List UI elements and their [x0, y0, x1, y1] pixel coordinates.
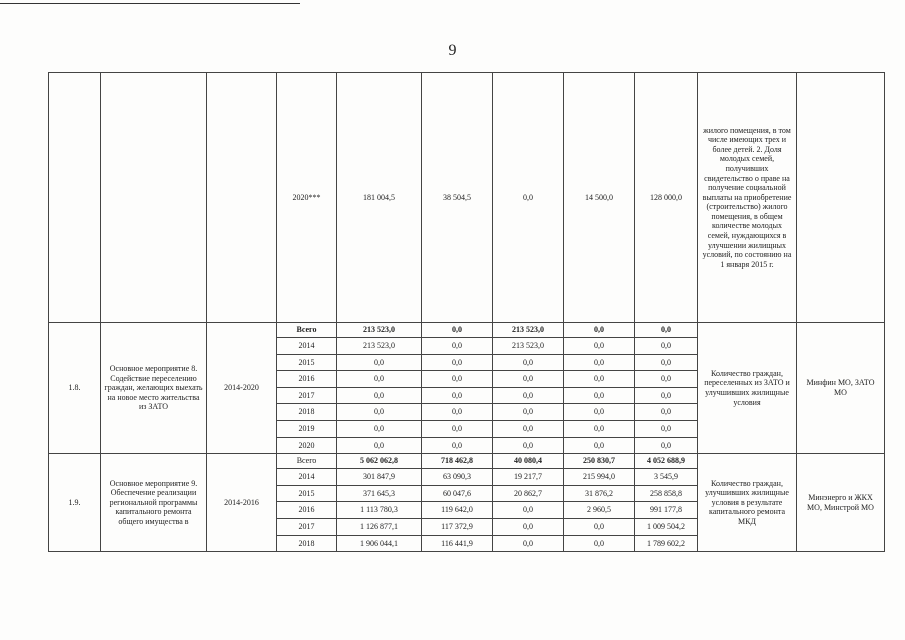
value-cell: 0,0 — [337, 354, 422, 371]
value-cell: 0,0 — [337, 404, 422, 421]
value-cell: 1 906 044,1 — [337, 535, 422, 552]
year-cell: 2018 — [277, 404, 337, 421]
row-code: 1.9. — [49, 454, 101, 552]
value-cell: 14 500,0 — [564, 73, 635, 323]
value-cell: 0,0 — [564, 404, 635, 421]
value-cell: 2 960,5 — [564, 502, 635, 519]
value-cell: 0,0 — [422, 404, 493, 421]
year-cell: 2020*** — [277, 73, 337, 323]
value-cell: 0,0 — [422, 354, 493, 371]
value-cell: 117 372,9 — [422, 518, 493, 535]
value-cell: 0,0 — [635, 437, 698, 454]
activity-period: 2014-2016 — [207, 454, 277, 552]
value-cell: 0,0 — [493, 437, 564, 454]
value-cell: 0,0 — [337, 387, 422, 404]
blank-executor-cell — [797, 73, 885, 323]
year-cell: 2018 — [277, 535, 337, 552]
value-cell: 301 847,9 — [337, 469, 422, 486]
value-cell: 3 545,9 — [635, 469, 698, 486]
year-cell: 2020 — [277, 437, 337, 454]
value-cell: 213 523,0 — [493, 338, 564, 355]
value-cell: 20 862,7 — [493, 485, 564, 502]
value-cell: 213 523,0 — [493, 323, 564, 338]
value-cell: 31 876,2 — [564, 485, 635, 502]
value-cell: 128 000,0 — [635, 73, 698, 323]
value-cell: 0,0 — [422, 323, 493, 338]
executor-cell: Минфин МО, ЗАТО МО — [797, 323, 885, 454]
value-cell: 371 645,3 — [337, 485, 422, 502]
value-cell: 38 504,5 — [422, 73, 493, 323]
activity-title: Основное мероприятие 8. Содействие переселению граждан, желающих выехать на новое место жительства из ЗАТО — [101, 323, 207, 454]
program-table — [48, 72, 885, 552]
value-cell: 63 090,3 — [422, 469, 493, 486]
value-cell: 0,0 — [422, 338, 493, 355]
value-cell: 19 217,7 — [493, 469, 564, 486]
blank-code-cell — [49, 73, 101, 323]
value-cell: 119 642,0 — [422, 502, 493, 519]
value-cell: 0,0 — [493, 354, 564, 371]
value-cell: 0,0 — [422, 387, 493, 404]
value-cell: 0,0 — [493, 518, 564, 535]
indicator-cell: Количество граждан, улучшивших жилищные условия в результате капитального ремонта МКД — [698, 454, 797, 552]
value-cell: 40 080,4 — [493, 454, 564, 469]
value-cell: 0,0 — [635, 420, 698, 437]
value-cell: 0,0 — [493, 535, 564, 552]
year-cell: Всего — [277, 323, 337, 338]
value-cell: 181 004,5 — [337, 73, 422, 323]
value-cell: 0,0 — [337, 371, 422, 388]
value-cell: 1 789 602,2 — [635, 535, 698, 552]
value-cell: 0,0 — [635, 323, 698, 338]
value-cell: 0,0 — [493, 420, 564, 437]
value-cell: 1 113 780,3 — [337, 502, 422, 519]
year-cell: 2015 — [277, 485, 337, 502]
value-cell: 0,0 — [635, 404, 698, 421]
value-cell: 0,0 — [564, 338, 635, 355]
value-cell: 0,0 — [635, 371, 698, 388]
value-cell: 0,0 — [564, 323, 635, 338]
activity-title: Основное мероприятие 9. Обеспечение реализации региональной программы капитального ремонта общего имущества в — [101, 454, 207, 552]
value-cell: 0,0 — [564, 371, 635, 388]
value-cell: 60 047,6 — [422, 485, 493, 502]
value-cell: 213 523,0 — [337, 323, 422, 338]
value-cell: 4 052 688,9 — [635, 454, 698, 469]
value-cell: 0,0 — [337, 420, 422, 437]
year-cell: 2017 — [277, 387, 337, 404]
value-cell: 5 062 062,8 — [337, 454, 422, 469]
indicator-cell: жилого помещения, в том числе имеющих трех и более детей. 2. Доля молодых семей, получивших свидетельство о праве на получение социальной выплаты на приобретение (строительство) жилого помещения, в общем количестве молодых семей, нуждающихся в улучшении жилищных условий, по состоянию на 1 января 2015 г. — [698, 73, 797, 323]
value-cell: 1 126 877,1 — [337, 518, 422, 535]
year-cell: 2014 — [277, 338, 337, 355]
value-cell: 213 523,0 — [337, 338, 422, 355]
value-cell: 0,0 — [564, 420, 635, 437]
value-cell: 258 858,8 — [635, 485, 698, 502]
row-code: 1.8. — [49, 323, 101, 454]
value-cell: 0,0 — [493, 387, 564, 404]
table-row — [49, 323, 885, 338]
page-number: 9 — [448, 42, 457, 59]
value-cell: 0,0 — [422, 437, 493, 454]
year-cell: 2014 — [277, 469, 337, 486]
value-cell: 215 994,0 — [564, 469, 635, 486]
value-cell: 0,0 — [564, 437, 635, 454]
activity-period: 2014-2020 — [207, 323, 277, 454]
top-rule — [0, 3, 300, 4]
indicator-cell: Количество граждан, переселенных из ЗАТО и улучшивших жилищные условия — [698, 323, 797, 454]
value-cell: 0,0 — [337, 437, 422, 454]
blank-period-cell — [207, 73, 277, 323]
blank-title-cell — [101, 73, 207, 323]
value-cell: 0,0 — [422, 420, 493, 437]
value-cell: 0,0 — [493, 73, 564, 323]
value-cell: 0,0 — [422, 371, 493, 388]
value-cell: 0,0 — [493, 371, 564, 388]
value-cell: 0,0 — [635, 338, 698, 355]
value-cell: 0,0 — [564, 387, 635, 404]
year-cell: Всего — [277, 454, 337, 469]
year-cell: 2019 — [277, 420, 337, 437]
executor-cell: Минэнерго и ЖКХ МО, Минстрой МО — [797, 454, 885, 552]
year-cell: 2017 — [277, 518, 337, 535]
value-cell: 0,0 — [564, 535, 635, 552]
value-cell: 0,0 — [493, 502, 564, 519]
year-cell: 2016 — [277, 371, 337, 388]
value-cell: 0,0 — [564, 518, 635, 535]
value-cell: 718 462,8 — [422, 454, 493, 469]
value-cell: 1 009 504,2 — [635, 518, 698, 535]
table-row — [49, 454, 885, 469]
value-cell: 0,0 — [635, 387, 698, 404]
value-cell: 250 830,7 — [564, 454, 635, 469]
value-cell: 116 441,9 — [422, 535, 493, 552]
year-cell: 2016 — [277, 502, 337, 519]
value-cell: 991 177,8 — [635, 502, 698, 519]
value-cell: 0,0 — [493, 404, 564, 421]
continued-row — [49, 73, 885, 323]
value-cell: 0,0 — [635, 354, 698, 371]
year-cell: 2015 — [277, 354, 337, 371]
value-cell: 0,0 — [564, 354, 635, 371]
